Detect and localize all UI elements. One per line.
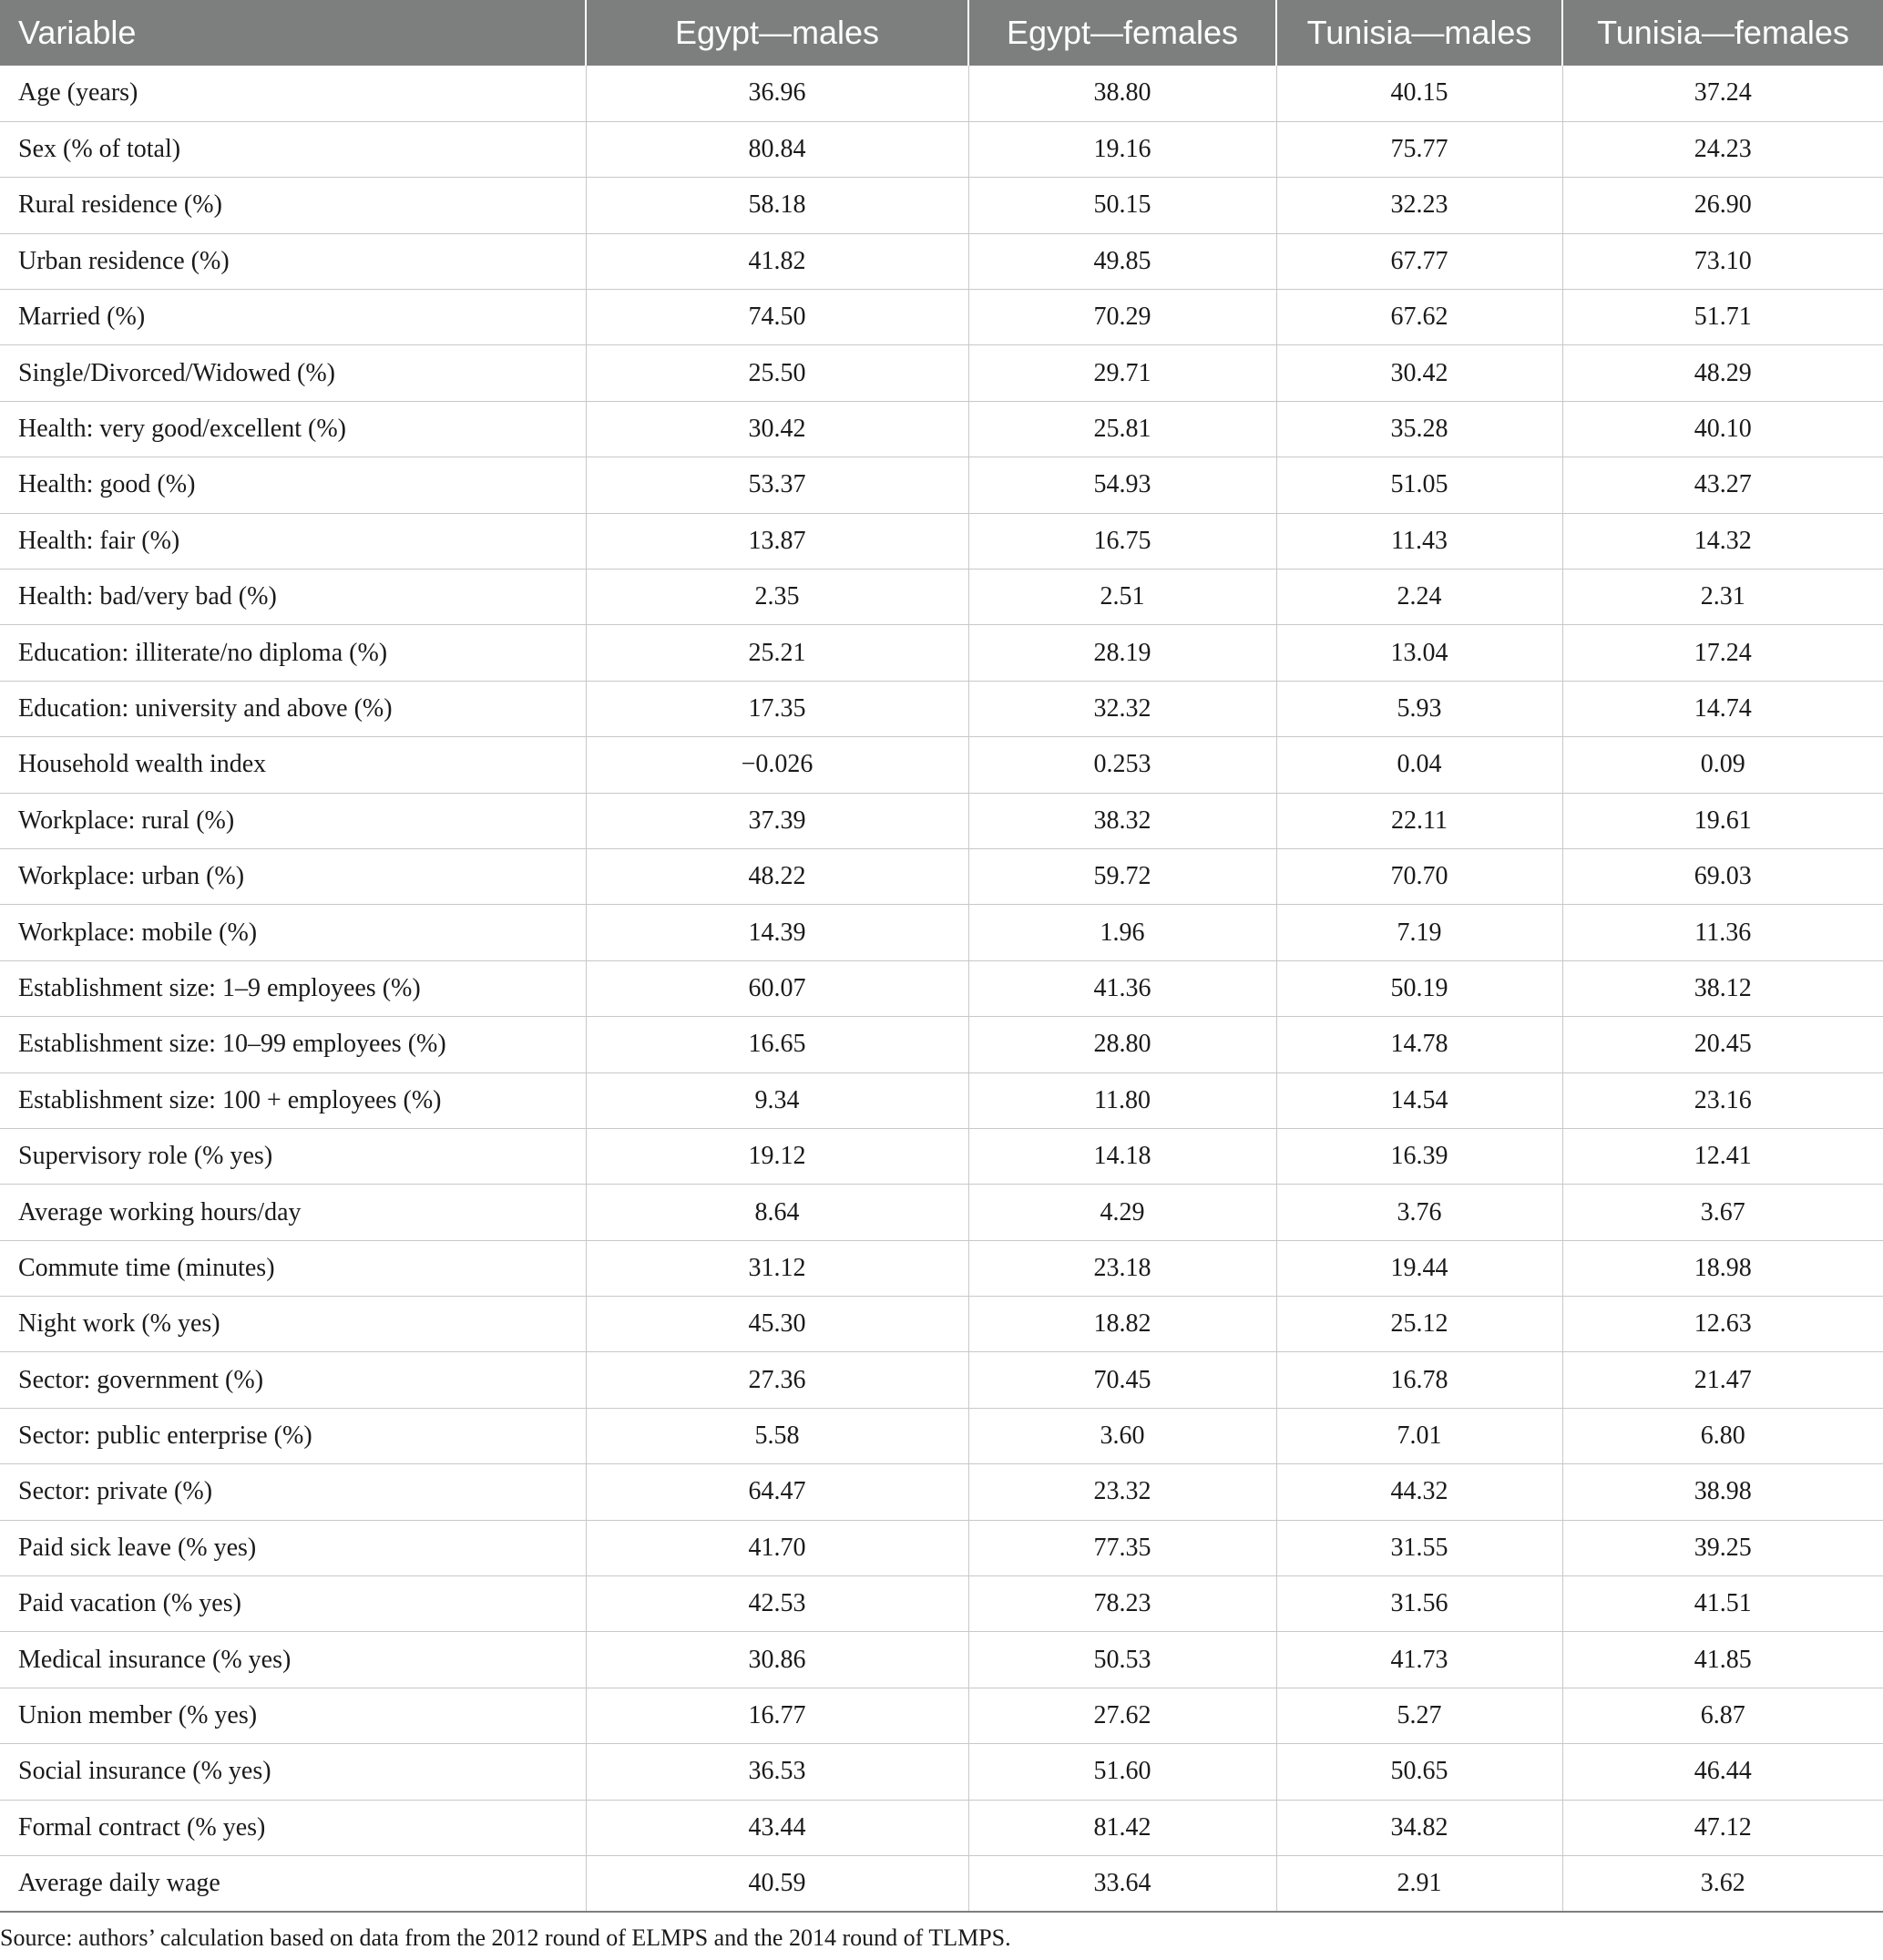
- tunisia-males-cell: 2.91: [1276, 1856, 1562, 1912]
- egypt-females-cell: 4.29: [968, 1185, 1276, 1240]
- table-row: [0, 457, 1883, 513]
- tunisia-males-cell: 7.19: [1276, 905, 1562, 960]
- egypt-males-cell: 41.82: [586, 233, 968, 289]
- tunisia-males-cell: 34.82: [1276, 1800, 1562, 1855]
- tunisia-males-cell: 13.04: [1276, 625, 1562, 681]
- tunisia-females-cell: 6.87: [1562, 1688, 1883, 1743]
- table-row: [0, 513, 1883, 569]
- tunisia-females-cell: 47.12: [1562, 1800, 1883, 1855]
- table-row: [0, 178, 1883, 233]
- tunisia-females-cell: 18.98: [1562, 1240, 1883, 1296]
- tunisia-females-cell: 17.24: [1562, 625, 1883, 681]
- tunisia-females-cell: 46.44: [1562, 1744, 1883, 1800]
- variable-cell: Supervisory role (% yes): [0, 1128, 586, 1184]
- variable-cell: Household wealth index: [0, 737, 586, 793]
- tunisia-females-cell: 38.12: [1562, 960, 1883, 1016]
- table-row: [0, 570, 1883, 625]
- tunisia-males-cell: 75.77: [1276, 121, 1562, 177]
- tunisia-males-cell: 22.11: [1276, 793, 1562, 848]
- egypt-females-cell: 32.32: [968, 681, 1276, 736]
- egypt-females-cell: 11.80: [968, 1072, 1276, 1128]
- table-row: [0, 1464, 1883, 1520]
- egypt-females-cell: 38.80: [968, 66, 1276, 121]
- egypt-females-cell: 28.80: [968, 1017, 1276, 1072]
- tunisia-males-cell: 14.54: [1276, 1072, 1562, 1128]
- egypt-females-cell: 33.64: [968, 1856, 1276, 1912]
- header-tunisia-males: Tunisia—males: [1276, 0, 1562, 66]
- tunisia-males-cell: 19.44: [1276, 1240, 1562, 1296]
- variable-cell: Workplace: rural (%): [0, 793, 586, 848]
- variable-cell: Education: illiterate/no diploma (%): [0, 625, 586, 681]
- egypt-males-cell: 19.12: [586, 1128, 968, 1184]
- tunisia-females-cell: 43.27: [1562, 457, 1883, 513]
- egypt-females-cell: 1.96: [968, 905, 1276, 960]
- table-row: [0, 66, 1883, 121]
- table-row: [0, 1017, 1883, 1072]
- egypt-females-cell: 54.93: [968, 457, 1276, 513]
- egypt-males-cell: 36.53: [586, 1744, 968, 1800]
- tunisia-males-cell: 70.70: [1276, 848, 1562, 904]
- egypt-males-cell: 14.39: [586, 905, 968, 960]
- egypt-males-cell: 25.21: [586, 625, 968, 681]
- tunisia-females-cell: 14.74: [1562, 681, 1883, 736]
- tunisia-males-cell: 16.39: [1276, 1128, 1562, 1184]
- variable-cell: Urban residence (%): [0, 233, 586, 289]
- tunisia-males-cell: 44.32: [1276, 1464, 1562, 1520]
- tunisia-females-cell: 38.98: [1562, 1464, 1883, 1520]
- tunisia-males-cell: 2.24: [1276, 570, 1562, 625]
- tunisia-males-cell: 31.56: [1276, 1576, 1562, 1632]
- variable-cell: Average working hours/day: [0, 1185, 586, 1240]
- variable-cell: Health: good (%): [0, 457, 586, 513]
- variable-cell: Rural residence (%): [0, 178, 586, 233]
- header-tunisia-females: Tunisia—females: [1562, 0, 1883, 66]
- egypt-females-cell: 29.71: [968, 345, 1276, 401]
- tunisia-females-cell: 12.41: [1562, 1128, 1883, 1184]
- egypt-females-cell: 59.72: [968, 848, 1276, 904]
- tunisia-females-cell: 3.62: [1562, 1856, 1883, 1912]
- table-row: [0, 1352, 1883, 1408]
- table-row: [0, 1632, 1883, 1688]
- tunisia-females-cell: 37.24: [1562, 66, 1883, 121]
- tunisia-females-cell: 6.80: [1562, 1408, 1883, 1463]
- tunisia-females-cell: 3.67: [1562, 1185, 1883, 1240]
- table-row: [0, 905, 1883, 960]
- variable-cell: Paid sick leave (% yes): [0, 1520, 586, 1575]
- table-row: [0, 737, 1883, 793]
- egypt-females-cell: 23.32: [968, 1464, 1276, 1520]
- variable-cell: Sector: government (%): [0, 1352, 586, 1408]
- table-row: [0, 1520, 1883, 1575]
- tunisia-females-cell: 69.03: [1562, 848, 1883, 904]
- header-egypt-males: Egypt—males: [586, 0, 968, 66]
- egypt-females-cell: 49.85: [968, 233, 1276, 289]
- egypt-females-cell: 38.32: [968, 793, 1276, 848]
- egypt-females-cell: 16.75: [968, 513, 1276, 569]
- variable-cell: Establishment size: 10–99 employees (%): [0, 1017, 586, 1072]
- egypt-females-cell: 70.29: [968, 290, 1276, 345]
- egypt-males-cell: 30.86: [586, 1632, 968, 1688]
- tunisia-females-cell: 40.10: [1562, 401, 1883, 457]
- variable-cell: Commute time (minutes): [0, 1240, 586, 1296]
- egypt-females-cell: 50.53: [968, 1632, 1276, 1688]
- table-row: [0, 1800, 1883, 1855]
- egypt-males-cell: 80.84: [586, 121, 968, 177]
- egypt-females-cell: 0.253: [968, 737, 1276, 793]
- tunisia-males-cell: 11.43: [1276, 513, 1562, 569]
- variable-cell: Health: very good/excellent (%): [0, 401, 586, 457]
- tunisia-males-cell: 35.28: [1276, 401, 1562, 457]
- egypt-females-cell: 18.82: [968, 1297, 1276, 1352]
- table-row: [0, 1688, 1883, 1743]
- variable-cell: Social insurance (% yes): [0, 1744, 586, 1800]
- table-row: [0, 793, 1883, 848]
- egypt-males-cell: 31.12: [586, 1240, 968, 1296]
- tunisia-males-cell: 67.77: [1276, 233, 1562, 289]
- egypt-males-cell: 16.65: [586, 1017, 968, 1072]
- egypt-males-cell: 2.35: [586, 570, 968, 625]
- tunisia-females-cell: 48.29: [1562, 345, 1883, 401]
- tunisia-males-cell: 25.12: [1276, 1297, 1562, 1352]
- egypt-males-cell: 40.59: [586, 1856, 968, 1912]
- table-row: [0, 345, 1883, 401]
- tunisia-males-cell: 0.04: [1276, 737, 1562, 793]
- tunisia-females-cell: 14.32: [1562, 513, 1883, 569]
- egypt-males-cell: 16.77: [586, 1688, 968, 1743]
- table-row: [0, 1408, 1883, 1463]
- variable-cell: Workplace: urban (%): [0, 848, 586, 904]
- variable-cell: Paid vacation (% yes): [0, 1576, 586, 1632]
- tunisia-females-cell: 73.10: [1562, 233, 1883, 289]
- tunisia-males-cell: 7.01: [1276, 1408, 1562, 1463]
- table-row: [0, 848, 1883, 904]
- variable-cell: Health: fair (%): [0, 513, 586, 569]
- tunisia-males-cell: 51.05: [1276, 457, 1562, 513]
- variable-cell: Sector: private (%): [0, 1464, 586, 1520]
- tunisia-females-cell: 23.16: [1562, 1072, 1883, 1128]
- egypt-males-cell: 27.36: [586, 1352, 968, 1408]
- egypt-males-cell: 64.47: [586, 1464, 968, 1520]
- egypt-males-cell: 25.50: [586, 345, 968, 401]
- tunisia-females-cell: 20.45: [1562, 1017, 1883, 1072]
- egypt-males-cell: 53.37: [586, 457, 968, 513]
- variable-cell: Sector: public enterprise (%): [0, 1408, 586, 1463]
- egypt-females-cell: 2.51: [968, 570, 1276, 625]
- egypt-males-cell: 42.53: [586, 1576, 968, 1632]
- egypt-males-cell: 30.42: [586, 401, 968, 457]
- egypt-females-cell: 3.60: [968, 1408, 1276, 1463]
- egypt-females-cell: 14.18: [968, 1128, 1276, 1184]
- variable-cell: Formal contract (% yes): [0, 1800, 586, 1855]
- table-row: [0, 1297, 1883, 1352]
- egypt-males-cell: −0.026: [586, 737, 968, 793]
- tunisia-males-cell: 5.93: [1276, 681, 1562, 736]
- egypt-females-cell: 77.35: [968, 1520, 1276, 1575]
- tunisia-males-cell: 50.65: [1276, 1744, 1562, 1800]
- egypt-males-cell: 37.39: [586, 793, 968, 848]
- tunisia-females-cell: 21.47: [1562, 1352, 1883, 1408]
- header-variable: Variable: [0, 0, 586, 66]
- tunisia-females-cell: 26.90: [1562, 178, 1883, 233]
- egypt-females-cell: 28.19: [968, 625, 1276, 681]
- tunisia-females-cell: 41.85: [1562, 1632, 1883, 1688]
- table-row: [0, 1185, 1883, 1240]
- table-row: [0, 960, 1883, 1016]
- source-note: Source: authors’ calculation based on data from the 2012 round of ELMPS and the 2014 round of TLMPS.: [0, 1924, 1011, 1951]
- egypt-females-cell: 70.45: [968, 1352, 1276, 1408]
- variable-cell: Average daily wage: [0, 1856, 586, 1912]
- egypt-males-cell: 13.87: [586, 513, 968, 569]
- tunisia-males-cell: 30.42: [1276, 345, 1562, 401]
- egypt-males-cell: 8.64: [586, 1185, 968, 1240]
- tunisia-males-cell: 41.73: [1276, 1632, 1562, 1688]
- header-egypt-females: Egypt—females: [968, 0, 1276, 66]
- tunisia-males-cell: 67.62: [1276, 290, 1562, 345]
- table-row: [0, 681, 1883, 736]
- table-row: [0, 1128, 1883, 1184]
- egypt-males-cell: 36.96: [586, 66, 968, 121]
- egypt-males-cell: 17.35: [586, 681, 968, 736]
- egypt-females-cell: 51.60: [968, 1744, 1276, 1800]
- tunisia-females-cell: 41.51: [1562, 1576, 1883, 1632]
- egypt-males-cell: 74.50: [586, 290, 968, 345]
- egypt-males-cell: 60.07: [586, 960, 968, 1016]
- tunisia-females-cell: 51.71: [1562, 290, 1883, 345]
- table-row: [0, 625, 1883, 681]
- egypt-females-cell: 25.81: [968, 401, 1276, 457]
- egypt-males-cell: 45.30: [586, 1297, 968, 1352]
- table-row: [0, 1856, 1883, 1912]
- variable-cell: Health: bad/very bad (%): [0, 570, 586, 625]
- tunisia-females-cell: 19.61: [1562, 793, 1883, 848]
- variable-cell: Establishment size: 100 + employees (%): [0, 1072, 586, 1128]
- table-row: [0, 1576, 1883, 1632]
- variable-cell: Education: university and above (%): [0, 681, 586, 736]
- egypt-females-cell: 41.36: [968, 960, 1276, 1016]
- egypt-males-cell: 5.58: [586, 1408, 968, 1463]
- tunisia-females-cell: 2.31: [1562, 570, 1883, 625]
- egypt-males-cell: 41.70: [586, 1520, 968, 1575]
- variable-cell: Age (years): [0, 66, 586, 121]
- table-row: [0, 1072, 1883, 1128]
- variable-cell: Single/Divorced/Widowed (%): [0, 345, 586, 401]
- tunisia-females-cell: 24.23: [1562, 121, 1883, 177]
- table-row: [0, 233, 1883, 289]
- egypt-males-cell: 43.44: [586, 1800, 968, 1855]
- table-row: [0, 401, 1883, 457]
- egypt-females-cell: 81.42: [968, 1800, 1276, 1855]
- variable-cell: Night work (% yes): [0, 1297, 586, 1352]
- tunisia-males-cell: 5.27: [1276, 1688, 1562, 1743]
- variable-cell: Workplace: mobile (%): [0, 905, 586, 960]
- egypt-females-cell: 19.16: [968, 121, 1276, 177]
- variable-cell: Union member (% yes): [0, 1688, 586, 1743]
- table-header: [0, 0, 1883, 66]
- table-row: [0, 1744, 1883, 1800]
- table-row: [0, 121, 1883, 177]
- egypt-females-cell: 50.15: [968, 178, 1276, 233]
- tunisia-females-cell: 12.63: [1562, 1297, 1883, 1352]
- table-row: [0, 1240, 1883, 1296]
- egypt-males-cell: 9.34: [586, 1072, 968, 1128]
- egypt-males-cell: 48.22: [586, 848, 968, 904]
- header-row: [0, 0, 1883, 66]
- tunisia-males-cell: 14.78: [1276, 1017, 1562, 1072]
- variable-cell: Medical insurance (% yes): [0, 1632, 586, 1688]
- tunisia-females-cell: 11.36: [1562, 905, 1883, 960]
- tunisia-males-cell: 40.15: [1276, 66, 1562, 121]
- variable-cell: Sex (% of total): [0, 121, 586, 177]
- table-row: [0, 290, 1883, 345]
- tunisia-males-cell: 3.76: [1276, 1185, 1562, 1240]
- tunisia-females-cell: 39.25: [1562, 1520, 1883, 1575]
- tunisia-females-cell: 0.09: [1562, 737, 1883, 793]
- variable-cell: Married (%): [0, 290, 586, 345]
- variable-cell: Establishment size: 1–9 employees (%): [0, 960, 586, 1016]
- egypt-females-cell: 23.18: [968, 1240, 1276, 1296]
- tunisia-males-cell: 50.19: [1276, 960, 1562, 1016]
- egypt-females-cell: 78.23: [968, 1576, 1276, 1632]
- egypt-females-cell: 27.62: [968, 1688, 1276, 1743]
- egypt-males-cell: 58.18: [586, 178, 968, 233]
- tunisia-males-cell: 32.23: [1276, 178, 1562, 233]
- table-body: [0, 66, 1883, 1912]
- tunisia-males-cell: 16.78: [1276, 1352, 1562, 1408]
- tunisia-males-cell: 31.55: [1276, 1520, 1562, 1575]
